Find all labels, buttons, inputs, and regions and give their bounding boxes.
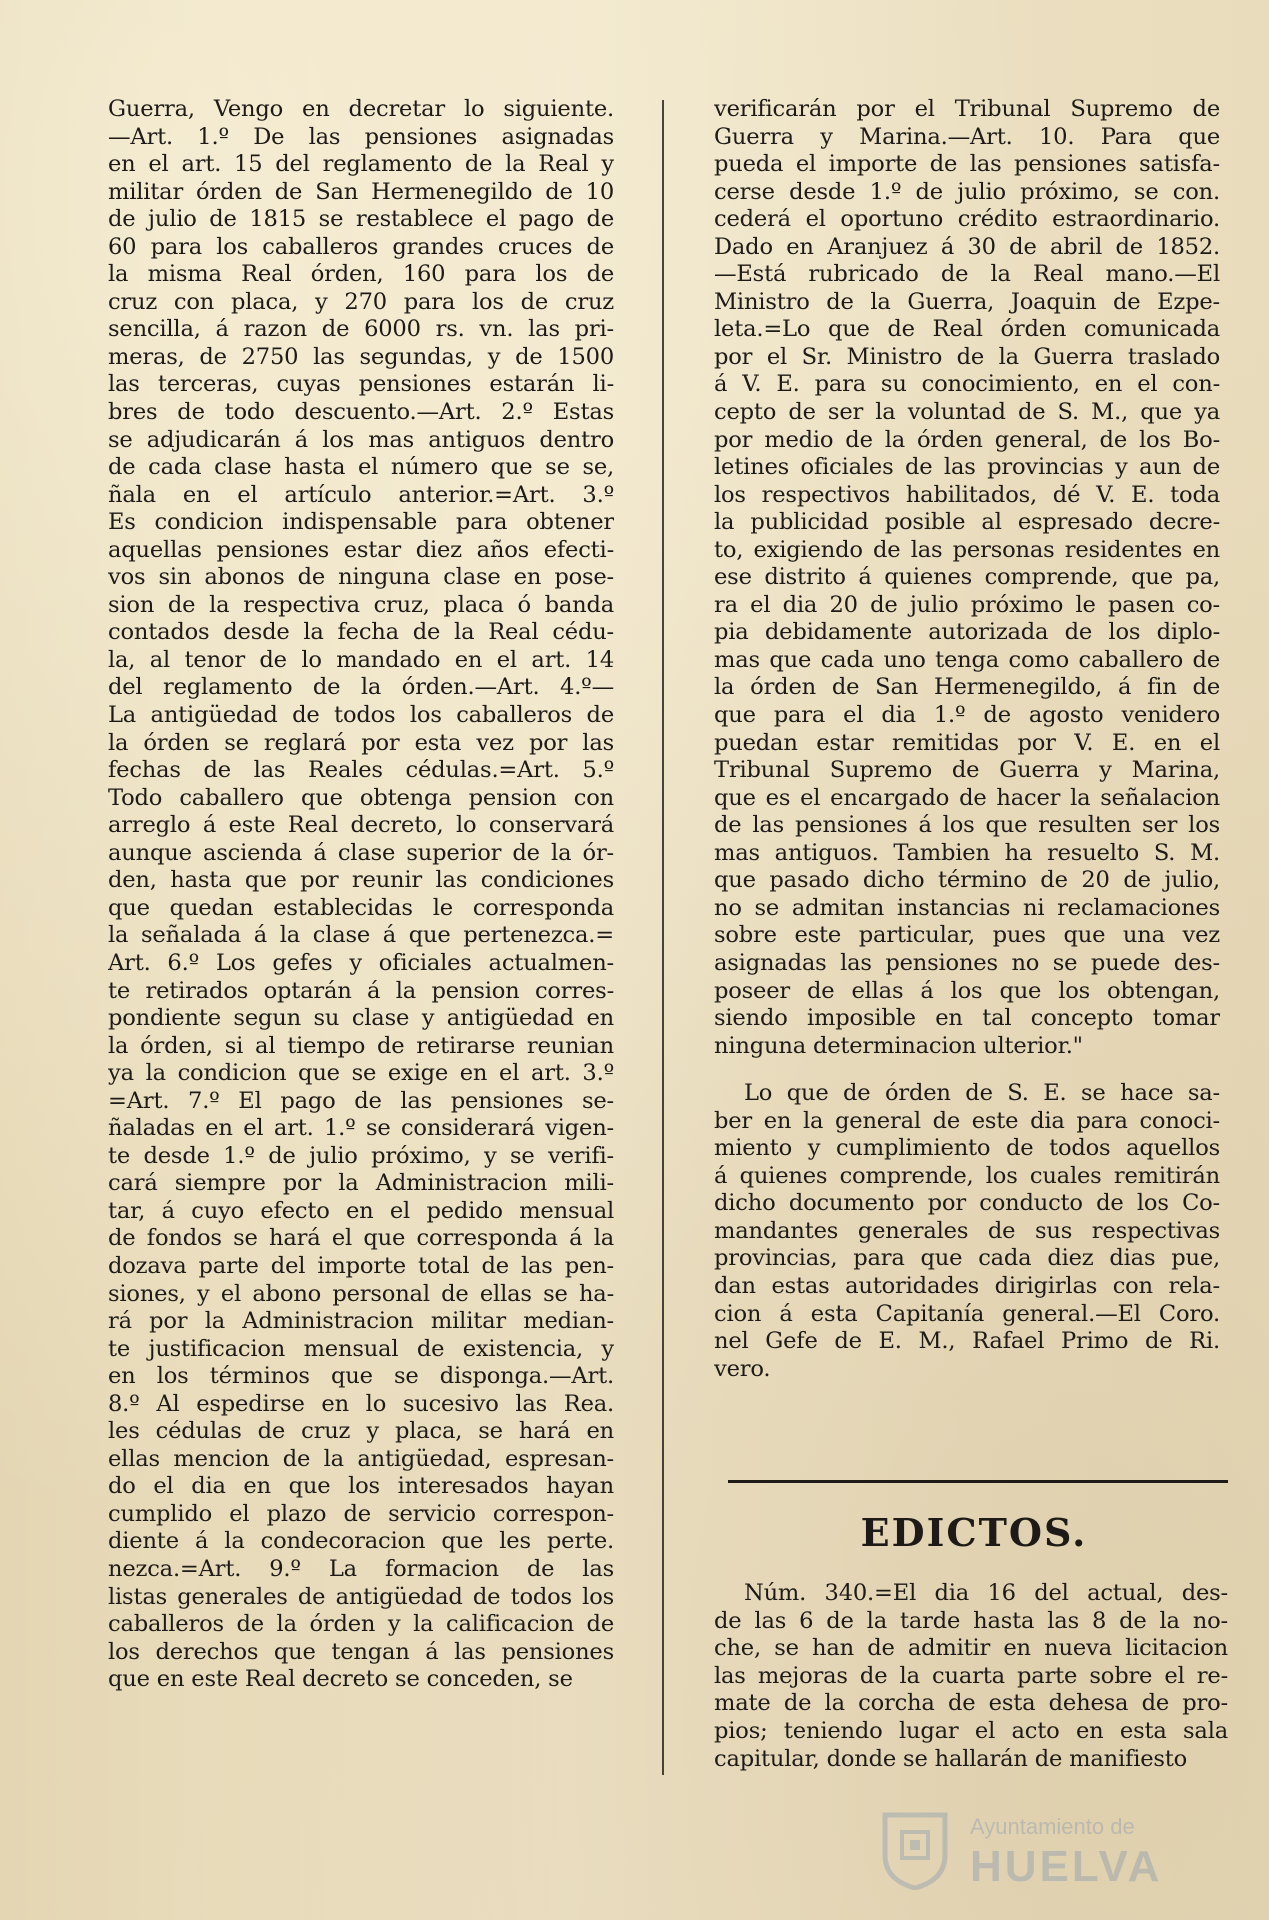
- text-line: ber en la general de este dia para conoci-: [714, 1107, 1220, 1134]
- text-line: de las pensiones á los que resulten ser los: [714, 812, 1220, 839]
- text-line: dan estas autoridades dirigirlas con rela-: [714, 1272, 1220, 1299]
- section-rule: [728, 1480, 1228, 1483]
- edict-line: capitular, donde se hallarán de manifiesto: [714, 1745, 1188, 1772]
- text-line: asignadas las pensiones no se puede des-: [714, 949, 1220, 976]
- text-line: Guerra, Vengo en decretar lo siguiente.: [108, 96, 614, 122]
- text-line: te retirados optarán á la pension corres-: [108, 977, 614, 1004]
- ayuntamiento-huelva-watermark: [880, 1810, 1210, 1890]
- text-line: ellas mencion de la antigüedad, espresan-: [108, 1445, 614, 1472]
- right-column-paragraph-2: [714, 1080, 1220, 1383]
- text-line: que en este Real decreto se conceden, se: [108, 1666, 573, 1693]
- text-line: las terceras, cuyas pensiones estarán li-: [108, 371, 614, 398]
- text-line: contados desde la fecha de la Real cédu-: [108, 619, 614, 646]
- text-line: nel Gefe de E. M., Rafael Primo de Ri.: [714, 1328, 1220, 1355]
- text-line: pondiente segun su clase y antigüedad en: [108, 1005, 614, 1032]
- text-line: mandantes generales de sus respectivas: [714, 1217, 1220, 1244]
- text-line: aquellas pensiones estar diez años efecti-: [108, 536, 614, 563]
- text-line: verificarán por el Tribunal Supremo de: [714, 96, 1220, 122]
- section-title-edictos: EDICTOS.: [860, 1510, 1088, 1555]
- text-line: cion á esta Capitanía general.—El Coro.: [714, 1300, 1220, 1327]
- text-line: militar órden de San Hermenegildo de 10: [108, 178, 614, 205]
- text-line: cumplido el plazo de servicio correspon-: [108, 1500, 614, 1527]
- text-line: Guerra y Marina.—Art. 10. Para que: [714, 123, 1220, 150]
- text-line: Tribunal Supremo de Guerra y Marina,: [714, 757, 1220, 784]
- text-line: mas antiguos. Tambien ha resuelto S. M.: [714, 839, 1220, 866]
- text-line: que es el encargado de hacer la señalacion: [714, 784, 1220, 811]
- text-line: por el Sr. Ministro de la Guerra traslado: [714, 343, 1220, 370]
- text-line: te desde 1.º de julio próximo, y se verifi-: [108, 1142, 614, 1169]
- text-line: aunque ascienda á clase superior de la ór-: [108, 839, 614, 866]
- text-line: los derechos que tengan á las pensiones: [108, 1638, 614, 1665]
- text-line: ya la condicion que se exige en el art. 3.º: [108, 1060, 614, 1087]
- text-line: fechas de las Reales cédulas.=Art. 5.º: [108, 757, 614, 784]
- text-line: miento y cumplimiento de todos aquellos: [714, 1135, 1220, 1162]
- text-line: que quedan establecidas le corresponda: [108, 894, 614, 921]
- text-line: sencilla, á razon de 6000 rs. vn. las pri-: [108, 316, 614, 343]
- text-line: do el dia en que los interesados hayan: [108, 1473, 614, 1500]
- text-line: diente á la condecoracion que les perte.: [108, 1528, 614, 1555]
- text-line: vos sin abonos de ninguna clase en pose-: [108, 564, 614, 591]
- text-line: siones, y el abono personal de ellas se ha-: [108, 1280, 614, 1307]
- text-line: leta.=Lo que de Real órden comunicada: [714, 316, 1220, 343]
- text-line: —Está rubricado de la Real mano.—El: [714, 261, 1220, 288]
- text-line: puedan estar remitidas por V. E. en el: [714, 729, 1220, 756]
- text-line: sobre este particular, pues que una vez: [714, 922, 1220, 949]
- edict-text: [714, 1580, 1228, 1773]
- text-line: Todo caballero que obtenga pension con: [108, 784, 614, 811]
- text-line: Dado en Aranjuez á 30 de abril de 1852.: [714, 233, 1220, 260]
- text-line: den, hasta que por reunir las condiciones: [108, 867, 614, 894]
- text-line: ninguna determinacion ulterior.": [714, 1032, 1083, 1059]
- text-line: 8.º Al espedirse en lo sucesivo las Rea.: [108, 1390, 614, 1417]
- text-line: Ministro de la Guerra, Joaquin de Ezpe-: [714, 288, 1220, 315]
- text-line: pueda el importe de las pensiones satisfa-: [714, 151, 1220, 178]
- text-line: la señalada á la clase á que pertenezca.=: [108, 922, 614, 949]
- text-line: cepto de ser la voluntad de S. M., que ya: [714, 399, 1220, 426]
- text-line: la, al tenor de lo mandado en el art. 14: [108, 646, 614, 673]
- text-line: ñaladas en el art. 1.º se considerará vigen-: [108, 1115, 614, 1142]
- text-line: no se admitan instancias ni reclamaciones: [714, 894, 1220, 921]
- text-line: la publicidad posible al espresado decre-: [714, 509, 1220, 536]
- text-line: por medio de la órden general, de los Bo-: [714, 426, 1220, 453]
- text-line: vero.: [714, 1355, 771, 1382]
- text-line: dozava parte del importe total de las pen-: [108, 1252, 614, 1279]
- text-line: de julio de 1815 se restablece el pago de: [108, 206, 614, 233]
- text-line: de cada clase hasta el número que se se,: [108, 454, 614, 481]
- text-line: siendo imposible en tal concepto tomar: [714, 1005, 1220, 1032]
- text-line: mas que cada uno tenga como caballero de: [714, 646, 1220, 673]
- edict-line: pios; teniendo lugar el acto en esta sala: [714, 1717, 1228, 1744]
- text-line: tar, á cuyo efecto en el pedido mensual: [108, 1197, 614, 1224]
- text-line: letines oficiales de las provincias y aun de: [714, 454, 1220, 481]
- text-line: Lo que de órden de S. E. se hace sa-: [744, 1080, 1220, 1107]
- text-line: la órden, si al tiempo de retirarse reunian: [108, 1032, 614, 1059]
- text-line: de fondos se hará el que corresponda á la: [108, 1225, 614, 1252]
- edict-line: Núm. 340.=El dia 16 del actual, des-: [744, 1580, 1228, 1606]
- text-line: rá por la Administracion militar median-: [108, 1308, 614, 1335]
- text-line: en el art. 15 del reglamento de la Real y: [108, 151, 614, 178]
- text-line: te justificacion mensual de existencia, y: [108, 1335, 614, 1362]
- text-line: ra el dia 20 de julio próximo le pasen co-: [714, 591, 1220, 618]
- city-shield-icon: [880, 1810, 950, 1890]
- text-line: que pasado dicho término de 20 de julio,: [714, 867, 1220, 894]
- text-line: meras, de 2750 las segundas, y de 1500: [108, 343, 614, 370]
- left-column: [108, 96, 614, 1694]
- right-column: [714, 96, 1220, 1383]
- text-line: la misma Real órden, 160 para los de: [108, 261, 614, 288]
- text-line: cederá el oportuno crédito estraordinario.: [714, 206, 1220, 233]
- text-line: cará siempre por la Administracion mili-: [108, 1170, 614, 1197]
- text-line: los respectivos habilitados, dé V. E. toda: [714, 481, 1220, 508]
- text-line: á V. E. para su conocimiento, en el con-: [714, 371, 1220, 398]
- text-line: les cédulas de cruz y placa, se hará en: [108, 1418, 614, 1445]
- text-line: —Art. 1.º De las pensiones asignadas: [108, 123, 614, 150]
- text-line: que para el dia 1.º de agosto venidero: [714, 702, 1220, 729]
- text-line: sion de la respectiva cruz, placa ó banda: [108, 591, 614, 618]
- text-line: bres de todo descuento.—Art. 2.º Estas: [108, 399, 614, 426]
- right-column-text: [714, 96, 1220, 1060]
- text-line: se adjudicarán á los mas antiguos dentro: [108, 426, 614, 453]
- text-line: to, exigiendo de las personas residentes en: [714, 536, 1220, 563]
- edict-line: de las 6 de la tarde hasta las 8 de la no-: [714, 1607, 1228, 1634]
- text-line: Es condicion indispensable para obtener: [108, 509, 614, 536]
- text-line: pia debidamente autorizada de los diplo-: [714, 619, 1220, 646]
- text-line: listas generales de antigüedad de todos los: [108, 1583, 614, 1610]
- text-line: provincias, para que cada diez dias pue,: [714, 1245, 1220, 1272]
- text-line: =Art. 7.º El pago de las pensiones se-: [108, 1087, 614, 1114]
- text-line: nezca.=Art. 9.º La formacion de las: [108, 1555, 614, 1582]
- text-line: en los términos que se disponga.—Art.: [108, 1363, 614, 1390]
- text-line: 60 para los caballeros grandes cruces de: [108, 233, 614, 260]
- text-line: cruz con placa, y 270 para los de cruz: [108, 288, 614, 315]
- text-line: ese distrito á quienes comprende, que pa,: [714, 564, 1220, 591]
- text-line: la órden de San Hermenegildo, á fin de: [714, 674, 1220, 701]
- text-line: Art. 6.º Los gefes y oficiales actualmen-: [108, 949, 614, 976]
- text-line: dicho documento por conducto de los Co-: [714, 1190, 1220, 1217]
- watermark-line-2: HUELVA: [970, 1842, 1163, 1891]
- text-line: cerse desde 1.º de julio próximo, se con.: [714, 178, 1220, 205]
- text-line: arreglo á este Real decreto, lo conservará: [108, 812, 614, 839]
- text-line: la órden se reglará por esta vez por las: [108, 729, 614, 756]
- edict-line: che, se han de admitir en nueva licitacion: [714, 1635, 1228, 1662]
- text-line: caballeros de la órden y la calificacion de: [108, 1611, 614, 1638]
- text-line: La antigüedad de todos los caballeros de: [108, 702, 614, 729]
- watermark-line-1: Ayuntamiento de: [970, 1814, 1135, 1839]
- edict-line: mate de la corcha de esta dehesa de pro-: [714, 1690, 1228, 1717]
- edict-line: las mejoras de la cuarta parte sobre el re-: [714, 1662, 1228, 1689]
- column-divider: [662, 100, 664, 1775]
- text-line: ñala en el artículo anterior.=Art. 3.º: [108, 481, 614, 508]
- text-line: á quienes comprende, los cuales remitirán: [714, 1162, 1220, 1189]
- text-line: del reglamento de la órden.—Art. 4.º—: [108, 674, 614, 701]
- text-line: poseer de ellas á los que los obtengan,: [714, 977, 1220, 1004]
